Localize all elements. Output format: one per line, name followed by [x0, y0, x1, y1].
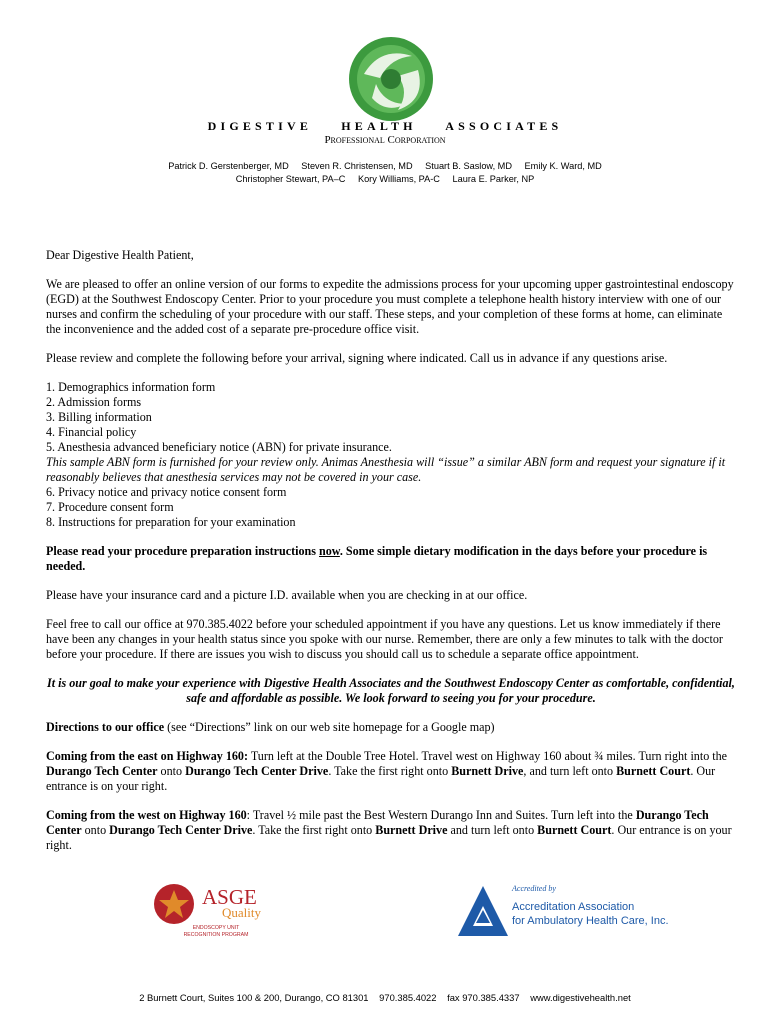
staff-name: Stuart B. Saslow, MD: [425, 161, 512, 171]
east-bold: Burnett Court: [616, 764, 691, 778]
west-bold: Burnett Court: [537, 823, 612, 837]
east-directions: [46, 749, 736, 794]
asge-line-2: RECOGNITION PROGRAM: [183, 932, 249, 938]
review-paragraph: Please review and complete the following before your arrival, signing where indicated. Call us in advance if any questions arise.: [46, 351, 668, 365]
east-text: . Our entrance is on your right.: [46, 764, 716, 793]
east-lead: Coming from the east on Highway 160:: [46, 749, 249, 763]
west-text: . Take the first right onto: [252, 823, 376, 837]
east-bold: Durango Tech Center Drive: [185, 764, 329, 778]
east-bold: Durango Tech Center: [46, 764, 158, 778]
org-name: DIGESTIVE HEALTH ASSOCIATES: [207, 119, 563, 133]
directions-title: Directions to our office: [46, 720, 165, 734]
east-text: , and turn left onto: [523, 764, 617, 778]
asge-quality: Quality: [222, 905, 261, 920]
directions-heading: [46, 720, 736, 735]
aaahc-line-1: Accreditation Association: [512, 901, 635, 913]
west-text: and turn left onto: [447, 823, 538, 837]
insurance-paragraph: Please have your insurance card and a picture I.D. available when you are checking in at our office.: [46, 588, 528, 602]
footer-web[interactable]: www.digestivehealth.net: [530, 992, 631, 1003]
staff-name: Steven R. Christensen, MD: [301, 161, 413, 171]
goal-paragraph: It is our goal to make your experience with Digestive Health Associates and the Southwest Endoscopy Center as comfortable, confidential, safe and affordable as possible. We look forward to seeing you for your procedure.: [47, 676, 735, 705]
west-text: . Our entrance is on your right.: [46, 823, 732, 852]
aaahc-accredited: Accredited by: [512, 884, 556, 893]
west-lead: Coming from the west on Highway 160: [46, 808, 247, 822]
abn-note: This sample ABN form is furnished for your review only. Animas Anesthesia will “issue” a similar ABN form and request your signature if it reasonably believes that anesthesia services may not be covered in your case.: [46, 455, 726, 484]
footer: [0, 992, 770, 1003]
west-text: : Travel ½ mile past the Best Western Durango Inn and Suites. Turn left into the: [246, 808, 636, 822]
staff-name: Patrick D. Gerstenberger, MD: [168, 161, 289, 171]
footer-address: 2 Burnett Court, Suites 100 & 200, Durango, CO 81301: [139, 992, 369, 1003]
list-item: 6. Privacy notice and privacy notice consent form: [46, 485, 287, 499]
salutation: Dear Digestive Health Patient,: [46, 248, 194, 262]
forms-list: [46, 380, 736, 530]
list-item: 8. Instructions for preparation for your examination: [46, 515, 296, 529]
staff-name: Emily K. Ward, MD: [524, 161, 602, 171]
west-bold: Durango Tech Center: [46, 808, 709, 837]
east-text: onto: [157, 764, 186, 778]
asge-title: ASGE: [202, 885, 257, 909]
staff-line-1: [0, 161, 770, 171]
call-paragraph: Feel free to call our office at 970.385.4022 before your scheduled appointment if you have any questions. Let us know immediately if there have been any changes in your health status since you spoke with our nurse. Remember, there are only a few minutes to talk with the doctor before your procedure. If there are issues you wish to discuss you should call us to schedule a separate office appointment.: [46, 617, 723, 661]
staff-name: Christopher Stewart, PA–C: [235, 174, 346, 184]
prep-now: now: [319, 544, 340, 558]
asge-line-1: ENDOSCOPY UNIT: [192, 925, 240, 931]
aaahc-line-2: for Ambulatory Health Care, Inc.: [512, 915, 669, 927]
prep-text: . Some simple dietary modification in the days before your procedure is needed.: [46, 544, 708, 573]
west-directions: [46, 808, 736, 853]
org-subtitle: Professional Corporation: [324, 134, 446, 146]
dha-logo-icon: [346, 34, 436, 124]
west-bold: Burnett Drive: [375, 823, 448, 837]
intro-paragraph: We are pleased to offer an online version of our forms to expedite the admissions process for your upcoming upper gastrointestinal endoscopy (EGD) at the Southwest Endoscopy Center. Prior to your procedure you must complete a telephone health history interview with one of our nurses and confirm the scheduling of your procedure with our staff. These steps, and your completion of these forms at home, can eliminate the inconvenience and the added cost of a separate pre-procedure office visit.: [46, 277, 734, 336]
footer-phone: 970.385.4022: [379, 992, 437, 1003]
list-item: 4. Financial policy: [46, 425, 137, 439]
directions-note: (see “Directions” link on our web site homepage for a Google map): [164, 720, 495, 734]
staff-name: Kory Williams, PA-C: [357, 174, 440, 184]
east-text: Turn left at the Double Tree Hotel. Travel west on Highway 160 about ¾ miles. Turn right into the: [248, 749, 728, 763]
footer-fax: fax 970.385.4337: [447, 992, 520, 1003]
staff-line-2: [0, 174, 770, 184]
list-item: 1. Demographics information form: [46, 380, 216, 394]
east-text: . Take the first right onto: [328, 764, 452, 778]
list-item: 3. Billing information: [46, 410, 152, 424]
list-item: 5. Anesthesia advanced beneficiary notice (ABN) for private insurance.: [46, 440, 392, 454]
prep-paragraph: [46, 544, 736, 574]
prep-text: Please read your procedure preparation instructions: [46, 544, 320, 558]
asge-badge: [150, 882, 280, 940]
list-item: 7. Procedure consent form: [46, 500, 174, 514]
west-text: onto: [81, 823, 110, 837]
staff-name: Laura E. Parker, NP: [452, 174, 535, 184]
aaahc-badge: [456, 882, 686, 940]
east-bold: Burnett Drive: [451, 764, 524, 778]
list-item: 2. Admission forms: [46, 395, 142, 409]
letter-body: [46, 248, 736, 867]
west-bold: Durango Tech Center Drive: [109, 823, 253, 837]
